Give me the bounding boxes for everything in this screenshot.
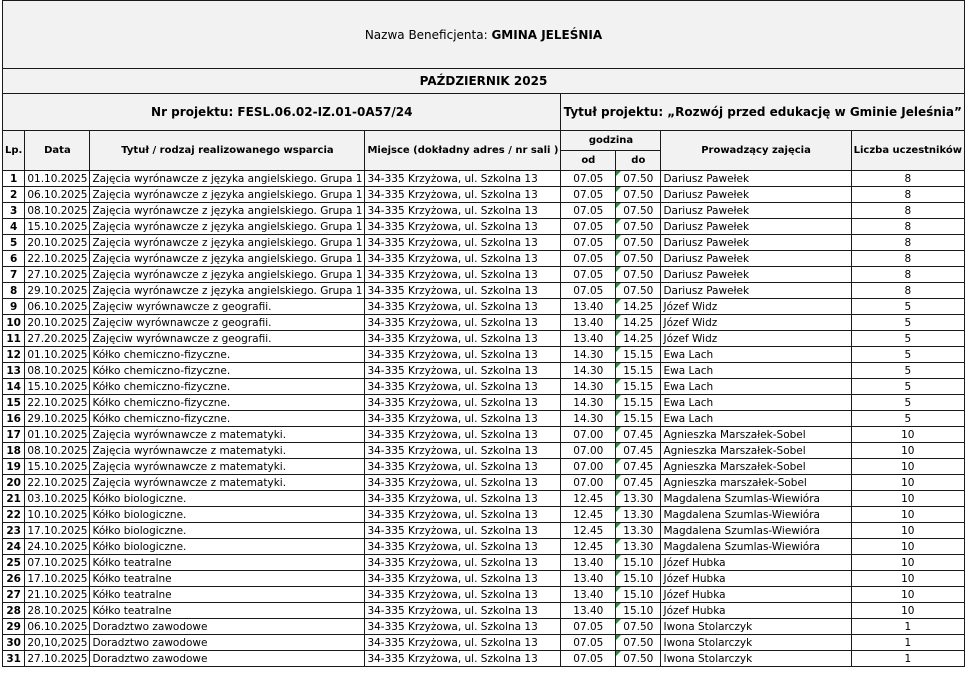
cell-count: 5 [851,331,964,347]
cell-title: Kółko biologiczne. [90,539,365,555]
cell-from: 12.45 [561,539,616,555]
cell-place: 34-335 Krzyżowa, ul. Szkolna 13 [365,475,561,491]
cell-count: 8 [851,187,964,203]
cell-teacher: Dariusz Pawełek [661,219,851,235]
cell-count: 10 [851,459,964,475]
cell-to: 07.45 [616,427,661,443]
cell-place: 34-335 Krzyżowa, ul. Szkolna 13 [365,347,561,363]
table-row [3,443,965,459]
cell-count: 8 [851,171,964,187]
cell-from: 12.45 [561,507,616,523]
cell-from: 07.05 [561,619,616,635]
cell-place: 34-335 Krzyżowa, ul. Szkolna 13 [365,331,561,347]
cell-count: 5 [851,347,964,363]
cell-from: 13.40 [561,315,616,331]
cell-from: 07.05 [561,219,616,235]
cell-date: 03.10.2025 [25,491,90,507]
table-row [3,235,965,251]
table-row [3,283,965,299]
cell-count: 8 [851,219,964,235]
cell-date: 07.10.2025 [25,555,90,571]
cell-from: 07.05 [561,171,616,187]
cell-lp: 13 [3,363,25,379]
cell-count: 5 [851,411,964,427]
cell-lp: 22 [3,507,25,523]
cell-from: 07.05 [561,251,616,267]
cell-to: 15.10 [616,603,661,619]
schedule-table [2,0,965,667]
cell-from: 07.00 [561,475,616,491]
cell-from: 13.40 [561,555,616,571]
cell-date: 15.10.2025 [25,459,90,475]
cell-date: 22.10.2025 [25,475,90,491]
table-row [3,539,965,555]
cell-title: Kółko teatralne [90,587,365,603]
cell-date: 21.10.2025 [25,587,90,603]
cell-to: 15.10 [616,555,661,571]
cell-lp: 5 [3,235,25,251]
cell-to: 15.15 [616,363,661,379]
table-row [3,363,965,379]
cell-to: 07.50 [616,203,661,219]
cell-title: Kółko biologiczne. [90,507,365,523]
cell-from: 07.00 [561,459,616,475]
cell-from: 13.40 [561,299,616,315]
cell-lp: 4 [3,219,25,235]
cell-lp: 3 [3,203,25,219]
col-header-teacher: Prowadzący zajęcia [661,131,851,171]
cell-to: 15.15 [616,379,661,395]
table-row [3,331,965,347]
cell-from: 13.40 [561,587,616,603]
cell-place: 34-335 Krzyżowa, ul. Szkolna 13 [365,603,561,619]
cell-to: 07.50 [616,619,661,635]
cell-title: Zajęcia wyrównawcze z matematyki. [90,475,365,491]
cell-lp: 21 [3,491,25,507]
cell-place: 34-335 Krzyżowa, ul. Szkolna 13 [365,299,561,315]
cell-teacher: Ewa Lach [661,395,851,411]
cell-title: Doradztwo zawodowe [90,651,365,667]
cell-title: Doradztwo zawodowe [90,635,365,651]
cell-title: Kółko chemiczno-fizyczne. [90,379,365,395]
cell-title: Zajęcia wyrónawcze z języka angielskiego. Grupa 1 [90,187,365,203]
cell-from: 07.00 [561,443,616,459]
table-row [3,187,965,203]
cell-to: 13.30 [616,523,661,539]
cell-from: 13.40 [561,571,616,587]
cell-teacher: Magdalena Szumlas-Wiewióra [661,507,851,523]
cell-from: 07.00 [561,427,616,443]
cell-to: 07.50 [616,651,661,667]
cell-place: 34-335 Krzyżowa, ul. Szkolna 13 [365,315,561,331]
cell-title: Zajęcia wyrónawcze z języka angielskiego. Grupa 1 [90,251,365,267]
cell-to: 07.50 [616,251,661,267]
cell-title: Zajęciw wyrównawcze z geografii. [90,299,365,315]
cell-date: 10.10.2025 [25,507,90,523]
cell-place: 34-335 Krzyżowa, ul. Szkolna 13 [365,571,561,587]
cell-title: Kółko teatralne [90,571,365,587]
cell-teacher: Dariusz Pawełek [661,235,851,251]
cell-title: Zajęcia wyrónawcze z języka angielskiego. Grupa 1 [90,171,365,187]
cell-to: 07.50 [616,267,661,283]
beneficiary-label: Nazwa Beneficjenta: [364,27,492,42]
cell-count: 8 [851,251,964,267]
cell-date: 27.20.2025 [25,331,90,347]
cell-teacher: Magdalena Szumlas-Wiewióra [661,523,851,539]
cell-title: Zajęcia wyrównawcze z matematyki. [90,443,365,459]
cell-title: Doradztwo zawodowe [90,619,365,635]
cell-place: 34-335 Krzyżowa, ul. Szkolna 13 [365,363,561,379]
cell-date: 01.10.2025 [25,427,90,443]
cell-from: 13.40 [561,603,616,619]
cell-from: 14.30 [561,395,616,411]
cell-place: 34-335 Krzyżowa, ul. Szkolna 13 [365,539,561,555]
cell-to: 14.25 [616,299,661,315]
cell-to: 13.30 [616,539,661,555]
table-row [3,651,965,667]
cell-title: Kółko teatralne [90,603,365,619]
cell-teacher: Dariusz Pawełek [661,251,851,267]
cell-teacher: Józef Hubka [661,603,851,619]
table-row [3,219,965,235]
cell-date: 22.10.2025 [25,395,90,411]
cell-date: 29.10.2025 [25,411,90,427]
cell-title: Zajęcia wyrównawcze z matematyki. [90,459,365,475]
cell-title: Zajęcia wyrównawcze z matematyki. [90,427,365,443]
cell-count: 10 [851,587,964,603]
table-row [3,203,965,219]
cell-to: 07.50 [616,235,661,251]
cell-place: 34-335 Krzyżowa, ul. Szkolna 13 [365,459,561,475]
cell-date: 20.10.2025 [25,315,90,331]
cell-count: 8 [851,235,964,251]
cell-teacher: Iwona Stolarczyk [661,619,851,635]
cell-date: 17.10.2025 [25,571,90,587]
cell-count: 10 [851,427,964,443]
cell-date: 29.10.2025 [25,283,90,299]
cell-teacher: Ewa Lach [661,411,851,427]
cell-lp: 23 [3,523,25,539]
table-row [3,299,965,315]
cell-date: 28.10.2025 [25,603,90,619]
cell-to: 07.50 [616,187,661,203]
cell-from: 07.05 [561,203,616,219]
cell-date: 01.10.2025 [25,347,90,363]
cell-date: 20,10,2025 [25,635,90,651]
cell-lp: 16 [3,411,25,427]
cell-to: 07.50 [616,219,661,235]
cell-count: 10 [851,523,964,539]
cell-teacher: Dariusz Pawełek [661,267,851,283]
cell-place: 34-335 Krzyżowa, ul. Szkolna 13 [365,491,561,507]
cell-to: 15.10 [616,571,661,587]
cell-teacher: Agnieszka Marszałek-Sobel [661,427,851,443]
cell-from: 14.30 [561,411,616,427]
cell-from: 07.05 [561,651,616,667]
cell-to: 15.15 [616,395,661,411]
cell-date: 27.10.2025 [25,267,90,283]
cell-place: 34-335 Krzyżowa, ul. Szkolna 13 [365,443,561,459]
cell-title: Kółko biologiczne. [90,523,365,539]
cell-lp: 18 [3,443,25,459]
cell-teacher: Magdalena Szumlas-Wiewióra [661,539,851,555]
cell-count: 10 [851,539,964,555]
cell-to: 14.25 [616,315,661,331]
cell-count: 1 [851,635,964,651]
cell-lp: 6 [3,251,25,267]
table-row [3,411,965,427]
table-row [3,603,965,619]
cell-lp: 10 [3,315,25,331]
cell-teacher: Józef Hubka [661,587,851,603]
cell-place: 34-335 Krzyżowa, ul. Szkolna 13 [365,427,561,443]
table-row [3,251,965,267]
cell-title: Kółko chemiczno-fizyczne. [90,411,365,427]
cell-date: 20.10.2025 [25,235,90,251]
cell-count: 5 [851,363,964,379]
cell-teacher: Józef Widz [661,331,851,347]
project-number: Nr projektu: FESL.06.02-IZ.01-0A57/24 [3,94,561,131]
cell-teacher: Józef Widz [661,299,851,315]
cell-date: 08.10.2025 [25,363,90,379]
cell-place: 34-335 Krzyżowa, ul. Szkolna 13 [365,651,561,667]
cell-to: 14.25 [616,331,661,347]
cell-to: 07.50 [616,171,661,187]
cell-from: 14.30 [561,347,616,363]
cell-to: 07.50 [616,283,661,299]
cell-count: 5 [851,379,964,395]
cell-lp: 24 [3,539,25,555]
table-row [3,507,965,523]
cell-from: 12.45 [561,523,616,539]
cell-place: 34-335 Krzyżowa, ul. Szkolna 13 [365,395,561,411]
cell-from: 07.05 [561,187,616,203]
cell-date: 06.10.2025 [25,187,90,203]
cell-date: 15.10.2025 [25,219,90,235]
cell-lp: 28 [3,603,25,619]
table-row [3,395,965,411]
cell-count: 1 [851,619,964,635]
cell-place: 34-335 Krzyżowa, ul. Szkolna 13 [365,587,561,603]
cell-count: 10 [851,443,964,459]
cell-lp: 31 [3,651,25,667]
cell-from: 14.30 [561,363,616,379]
cell-place: 34-335 Krzyżowa, ul. Szkolna 13 [365,203,561,219]
cell-lp: 1 [3,171,25,187]
cell-title: Kółko chemiczno-fizyczne. [90,347,365,363]
cell-place: 34-335 Krzyżowa, ul. Szkolna 13 [365,171,561,187]
cell-lp: 29 [3,619,25,635]
cell-from: 14.30 [561,379,616,395]
col-header-count: Liczba uczestników [851,131,964,171]
cell-count: 10 [851,491,964,507]
cell-from: 07.05 [561,283,616,299]
cell-lp: 25 [3,555,25,571]
cell-teacher: Dariusz Pawełek [661,203,851,219]
cell-lp: 15 [3,395,25,411]
cell-date: 08.10.2025 [25,203,90,219]
cell-date: 22.10.2025 [25,251,90,267]
beneficiary-cell [3,1,965,69]
table-row [3,571,965,587]
cell-count: 5 [851,395,964,411]
cell-teacher: Magdalena Szumlas-Wiewióra [661,491,851,507]
cell-title: Kółko biologiczne. [90,491,365,507]
cell-from: 12.45 [561,491,616,507]
cell-title: Zajęcia wyrónawcze z języka angielskiego. Grupa 1 [90,283,365,299]
cell-place: 34-335 Krzyżowa, ul. Szkolna 13 [365,523,561,539]
col-header-date: Data [25,131,90,171]
cell-to: 15.15 [616,411,661,427]
table-row [3,491,965,507]
table-row [3,555,965,571]
table-row [3,171,965,187]
table-row [3,523,965,539]
cell-date: 06.10.2025 [25,299,90,315]
project-title: Tytuł projektu: „Rozwój przed edukację w Gminie Jeleśnia” [561,94,965,131]
cell-place: 34-335 Krzyżowa, ul. Szkolna 13 [365,267,561,283]
cell-place: 34-335 Krzyżowa, ul. Szkolna 13 [365,235,561,251]
cell-lp: 8 [3,283,25,299]
cell-from: 07.05 [561,635,616,651]
cell-title: Zajęcia wyrónawcze z języka angielskiego. Grupa 1 [90,235,365,251]
month-title: PAŹDZIERNIK 2025 [3,69,965,94]
cell-count: 8 [851,283,964,299]
cell-count: 10 [851,603,964,619]
cell-place: 34-335 Krzyżowa, ul. Szkolna 13 [365,635,561,651]
cell-to: 15.10 [616,587,661,603]
cell-teacher: Agnieszka Marszałek-Sobel [661,443,851,459]
cell-title: Zajęcia wyrónawcze z języka angielskiego. Grupa 1 [90,267,365,283]
cell-to: 07.50 [616,635,661,651]
cell-lp: 26 [3,571,25,587]
cell-lp: 19 [3,459,25,475]
cell-to: 07.45 [616,443,661,459]
cell-teacher: Ewa Lach [661,347,851,363]
cell-count: 10 [851,555,964,571]
cell-date: 27.10.2025 [25,651,90,667]
cell-title: Kółko chemiczno-fizyczne. [90,395,365,411]
cell-title: Zajęciw wyrównawcze z geografii. [90,315,365,331]
cell-count: 8 [851,203,964,219]
col-header-from: od [561,151,616,171]
cell-date: 24.10.2025 [25,539,90,555]
cell-lp: 20 [3,475,25,491]
col-header-to: do [616,151,661,171]
cell-lp: 30 [3,635,25,651]
table-row [3,347,965,363]
cell-teacher: Dariusz Pawełek [661,187,851,203]
cell-count: 5 [851,299,964,315]
table-row [3,315,965,331]
cell-place: 34-335 Krzyżowa, ul. Szkolna 13 [365,251,561,267]
cell-place: 34-335 Krzyżowa, ul. Szkolna 13 [365,507,561,523]
cell-to: 15.15 [616,347,661,363]
cell-count: 10 [851,475,964,491]
cell-teacher: Iwona Stolarczyk [661,635,851,651]
cell-teacher: Agnieszka marszałek-Sobel [661,475,851,491]
cell-teacher: Józef Hubka [661,555,851,571]
cell-teacher: Ewa Lach [661,379,851,395]
cell-place: 34-335 Krzyżowa, ul. Szkolna 13 [365,379,561,395]
table-row [3,587,965,603]
cell-title: Zajęciw wyrównawcze z geografii. [90,331,365,347]
cell-teacher: Dariusz Pawełek [661,283,851,299]
cell-place: 34-335 Krzyżowa, ul. Szkolna 13 [365,283,561,299]
cell-teacher: Ewa Lach [661,363,851,379]
table-row [3,267,965,283]
cell-place: 34-335 Krzyżowa, ul. Szkolna 13 [365,619,561,635]
cell-from: 13.40 [561,331,616,347]
cell-teacher: Agnieszka Marszałek-Sobel [661,459,851,475]
cell-teacher: Józef Hubka [661,571,851,587]
cell-from: 07.05 [561,235,616,251]
cell-place: 34-335 Krzyżowa, ul. Szkolna 13 [365,187,561,203]
cell-count: 1 [851,651,964,667]
table-row [3,635,965,651]
cell-place: 34-335 Krzyżowa, ul. Szkolna 13 [365,219,561,235]
cell-place: 34-335 Krzyżowa, ul. Szkolna 13 [365,555,561,571]
cell-date: 17.10.2025 [25,523,90,539]
cell-teacher: Iwona Stolarczyk [661,651,851,667]
cell-title: Zajęcia wyrónawcze z języka angielskiego. Grupa 1 [90,219,365,235]
cell-date: 06.10.2025 [25,619,90,635]
cell-teacher: Józef Widz [661,315,851,331]
cell-title: Zajęcia wyrónawcze z języka angielskiego. Grupa 1 [90,203,365,219]
cell-count: 8 [851,267,964,283]
cell-date: 08.10.2025 [25,443,90,459]
cell-place: 34-335 Krzyżowa, ul. Szkolna 13 [365,411,561,427]
cell-lp: 27 [3,587,25,603]
cell-date: 15.10.2025 [25,379,90,395]
cell-to: 13.30 [616,507,661,523]
cell-from: 07.05 [561,267,616,283]
cell-lp: 2 [3,187,25,203]
col-header-place: Miejsce (dokładny adres / nr sali ) [365,131,561,171]
cell-lp: 17 [3,427,25,443]
cell-lp: 11 [3,331,25,347]
cell-to: 07.45 [616,475,661,491]
cell-title: Kółko chemiczno-fizyczne. [90,363,365,379]
cell-title: Kółko teatralne [90,555,365,571]
cell-date: 01.10.2025 [25,171,90,187]
table-row [3,427,965,443]
cell-to: 07.45 [616,459,661,475]
cell-count: 10 [851,507,964,523]
cell-count: 10 [851,571,964,587]
table-row [3,459,965,475]
cell-lp: 14 [3,379,25,395]
cell-lp: 12 [3,347,25,363]
table-row [3,619,965,635]
cell-count: 5 [851,315,964,331]
cell-lp: 7 [3,267,25,283]
col-header-hour: godzina [561,131,661,151]
col-header-lp: Lp. [3,131,25,171]
cell-teacher: Dariusz Pawełek [661,171,851,187]
cell-lp: 9 [3,299,25,315]
col-header-title: Tytuł / rodzaj realizowanego wsparcia [90,131,365,171]
table-row [3,475,965,491]
cell-to: 13.30 [616,491,661,507]
beneficiary-name: GMINA JELEŚNIA [491,27,603,42]
table-row [3,379,965,395]
